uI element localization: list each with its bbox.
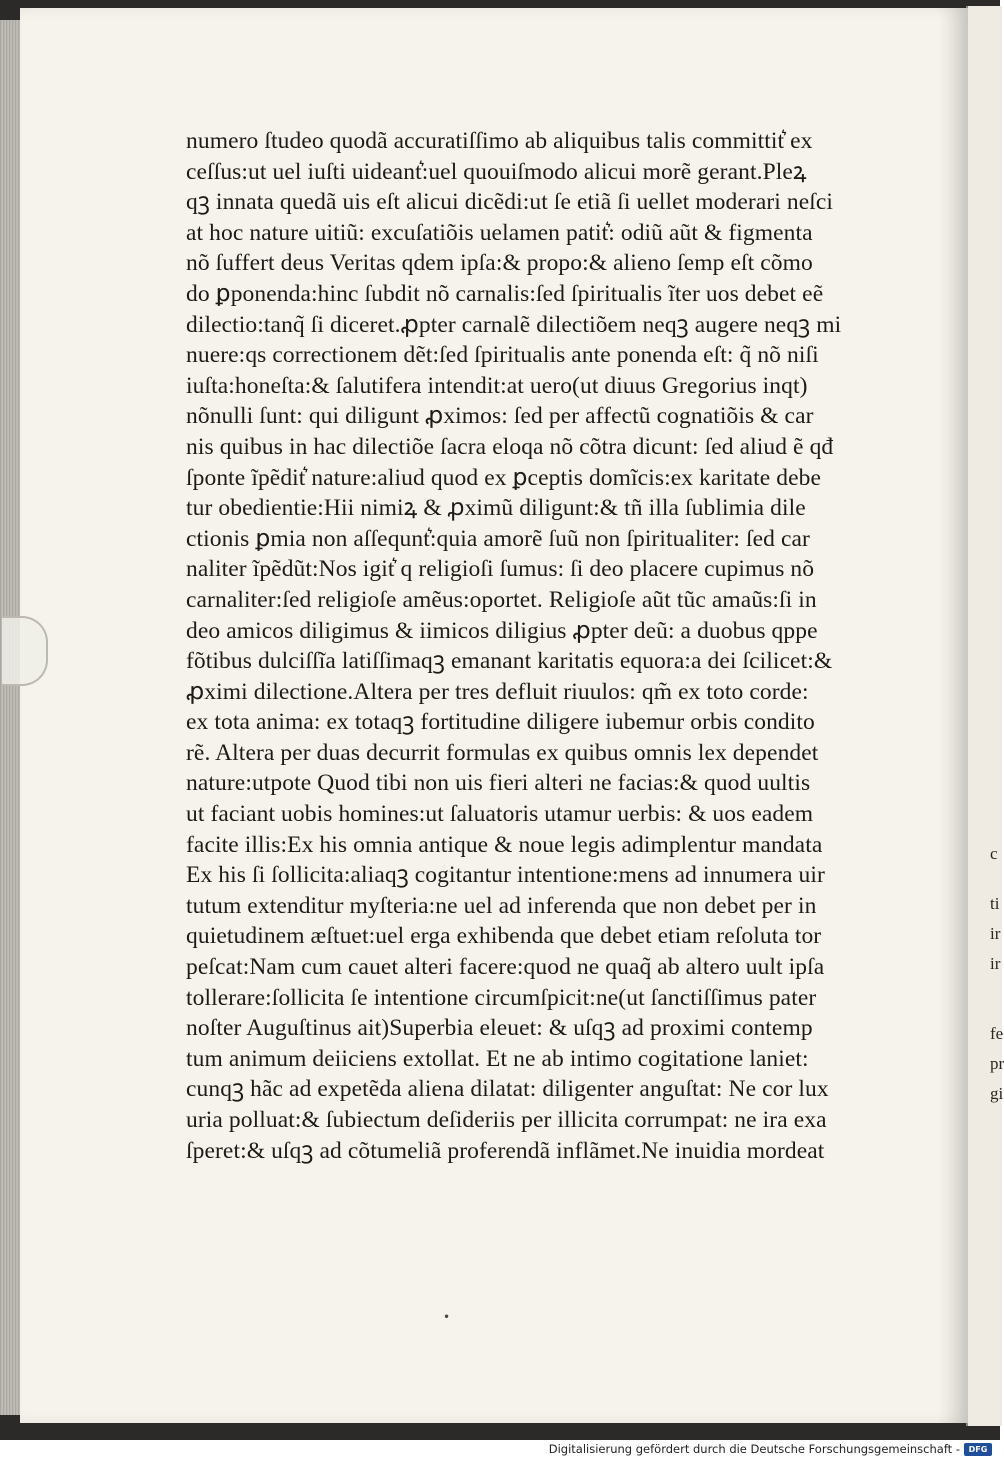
text-line: numero ſtudeo quodã accuratiſſimo ab aliquibus talis committit͛ ex	[186, 128, 813, 154]
text-line: nõ ſuffert deus Veritas qdem ipſa:& propo:& alieno ſemp eſt cõmo	[186, 250, 813, 277]
facing-page-fragment: ir	[990, 954, 1001, 973]
text-line: do ꝑponenda:hinc ſubdit nõ carnalis:ſed ſpiritualis ĩter uos debet eẽ	[186, 280, 824, 307]
text-line: tollerare:ſollicita ſe intentione circumſpicit:ne(ut ſanctiſſimus pater	[186, 984, 817, 1011]
text-line: qꝫ innata quedã uis eſt alicui dicẽdi:ut ſe etiã ſi uellet moderari neſci	[186, 189, 834, 216]
text-line: naliter ĩpẽdũt:Nos igit͛ q religioſi ſumus: ſi deo placere cupimus nõ	[186, 556, 815, 583]
text-line: quietudinem æſtuet:uel erga exhibenda que debet etiam reſoluta tor	[186, 923, 822, 950]
text-line: rẽ. Altera per duas decurrit formulas ex quibus omnis lex dependet	[186, 739, 819, 766]
text-line: carnaliter:ſed religioſe amẽus:oportet. Religioſe aũt tũc amaũs:ſi in	[186, 586, 817, 613]
text-line: nature:utpote Quod tibi non uis fieri alteri ne facias:& quod uultis	[186, 770, 811, 797]
text-line: tutum extenditur myſteria:ne uel ad inferenda que non debet per in	[186, 892, 817, 919]
text-line: nõnulli ſunt: qui diligunt ꝓximos: ſed per affectũ cognatiõis & car	[186, 403, 814, 430]
text-line: fõtibus dulciſſĩa latiſſimaqꝫ emanant karitatis equora:a dei ſcilicet:&	[186, 648, 833, 675]
page-mark: •	[443, 1310, 451, 1324]
text-line: noſter Auguſtinus ait)Superbia eleuet: & uſqꝫ ad proximi contemp	[186, 1015, 813, 1042]
text-line: uria polluat:& ſubiectum deſideriis per illicita corrumpat: ne ira exa	[186, 1107, 827, 1133]
text-line: ex tota anima: ex totaqꝫ fortitudine diligere iubemur orbis condito	[186, 709, 815, 736]
text-line: Ex his ſi ſollicita:aliaqꝫ cogitantur intentione:mens ad innumera uir	[186, 862, 825, 889]
text-line: iuſta:honeſta:& ſalutifera intendit:at uero(ut diuus Gregorius inqt)	[186, 372, 808, 399]
bookmark-clip	[2, 616, 48, 686]
text-line: facite illis:Ex his omnia antique & noue legis adimplentur mandata	[186, 831, 823, 858]
text-line: dilectio:tanq̃ ſi diceret.ꝓpter carnalẽ dilectiõem neqꝫ augere neqꝫ mi	[186, 311, 842, 338]
text-line: ut faciant uobis homines:ut ſaluatoris utamur uerbis: & uos eadem	[186, 801, 814, 828]
text-line: nuere:qs correctionem dẽt:ſed ſpiritualis ante ponenda eſt: q̃ nõ niſi	[186, 342, 819, 369]
facing-page-fragment: gi	[990, 1084, 1004, 1103]
footer-credit: Digitalisierung gefördert durch die Deutsche Forschungsgemeinschaft -	[548, 1442, 960, 1456]
text-line: ſperet:& uſqꝫ ad cõtumeliã proferendã inflãmet.Ne inuidia mordeat	[186, 1137, 825, 1164]
text-line: tum animum deiiciens extollat. Et ne ab intimo cogitatione laniet:	[186, 1045, 809, 1072]
text-line: tur obedientie:Hii nimiꝝ & ꝓximũ diligunt:& tñ illa ſublimia dile	[186, 495, 806, 522]
facing-page-fragment: fe	[990, 1024, 1004, 1043]
text-line: peſcat:Nam cum cauet alteri facere:quod ne quaq̃ ab altero uult ipſa	[186, 954, 825, 981]
facing-page-fragment: ir	[990, 924, 1001, 943]
text-line: cunqꝫ hãc ad expetẽda aliena dilatat: diligenter anguſtat: Ne cor lux	[186, 1076, 829, 1103]
facing-page-fragment: pr	[990, 1054, 1004, 1073]
facing-page-fragment: c	[990, 844, 998, 863]
text-line: nis quibus in hac dilectiõe ſacra eloqa nõ cõtra dicunt: ſed aliud ẽ qđ	[186, 433, 834, 460]
text-line: ſponte ĩpẽdit͛ nature:aliud quod ex ꝑceptis domĩcis:ex karitate debe	[186, 464, 822, 491]
text-line: at hoc nature uitiũ: excuſatiõis uelamen patit͛: odiũ aũt & figmenta	[186, 219, 813, 246]
gutter-shadow	[938, 8, 968, 1423]
text-line: deo amicos diligimus & iimicos diligius ꝓpter deũ: a duobus qppe	[186, 617, 818, 644]
text-line: ꝓximi dilectione.Altera per tres defluit riuulos: qm̃ ex toto corde:	[186, 678, 809, 705]
facing-page	[966, 6, 1002, 1426]
facing-page-fragment: ti	[990, 894, 1000, 913]
footer-bar	[0, 1440, 1000, 1460]
dfg-logo: DFG	[964, 1443, 992, 1456]
text-line: ceſſus:ut uel iuſti uideant͛:uel quouiſmodo alicui morẽ gerant.Pleꝝ	[186, 158, 807, 185]
text-block	[186, 126, 876, 1166]
text-line: ctionis ꝑmia non aſſequnt͛:quia amorẽ ſuũ non ſpiritualiter: ſed car	[186, 525, 810, 552]
page-edges	[0, 20, 22, 1415]
